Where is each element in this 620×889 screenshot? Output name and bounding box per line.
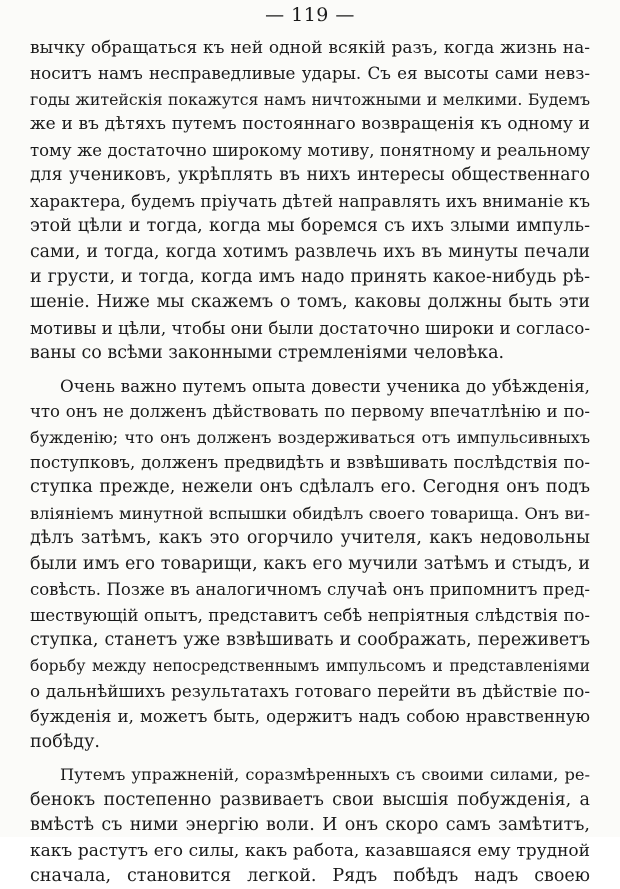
paragraph-spacer [30, 367, 590, 374]
paragraph-3 [30, 762, 590, 889]
text-line: совѣсть. Позже въ аналогичномъ случаѣ онъ припомнитъ пред- [30, 580, 590, 600]
text-line: о дальнѣйшихъ результатахъ готоваго перейти въ дѣйствіе по- [30, 680, 590, 701]
text-line: Путемъ упражненій, соразмѣренныхъ съ своими силами, ре- [60, 765, 590, 785]
text-line: бенокъ постепенно развиваетъ свои высшія побужденія, а [30, 789, 590, 810]
text-line: были имъ его товарищи, какъ его мучили затѣмъ и стыдъ, и [30, 553, 590, 574]
text-line: носитъ намъ несправедливые удары. Съ ея высоты сами невз- [30, 63, 590, 84]
text-line: что онъ не долженъ дѣйствовать по первому впечатлѣнію и по- [30, 402, 590, 422]
text-line: для учениковъ, укрѣплять въ нихъ интересы общественнаго [30, 165, 590, 186]
text-line: и грусти, и тогда, когда имъ надо принять какое-нибудь рѣ- [30, 266, 590, 287]
text-line: сами, и тогда, когда хотимъ развлечь ихъ въ минуты печали [30, 241, 590, 262]
text-line: характера, будемъ пріучать дѣтей направлять ихъ вниманіе къ [30, 190, 590, 211]
text-line: бужденія и, можетъ быть, одержитъ надъ собою нравственную [30, 707, 590, 727]
text-line: сначала, становится легкой. Рядъ побѣдъ надъ своею [30, 866, 590, 886]
text-line: ступка, станетъ уже взвѣшивать и соображать, переживетъ [30, 630, 590, 651]
text-line: же и въ дѣтяхъ путемъ постояннаго возвращенія къ одному и [30, 114, 590, 135]
text-line: поступковъ, долженъ предвидѣть и взвѣшивать послѣдствія по- [30, 453, 590, 472]
text-line: ваны со всѣми законными стремленіями человѣка. [30, 343, 505, 364]
text-line: побѣду. [30, 731, 100, 752]
text-line: бужденію; что онъ долженъ воздерживаться отъ импульсивныхъ [30, 427, 590, 447]
text-line: Очень важно путемъ опыта довести ученика до убѣжденія, [60, 375, 590, 396]
text-line: вліяніемъ минутной вспышки обидѣлъ своего товарища. Онъ ви- [30, 503, 590, 523]
text-line: дѣлъ затѣмъ, какъ это огорчило учителя, какъ недовольны [30, 528, 590, 549]
text-line: борьбу между непосредственнымъ импульсомъ и представленіями [30, 656, 590, 675]
text-line: этой цѣли и тогда, когда мы боремся съ ихъ злыми импуль- [30, 216, 590, 237]
text-line: мотивы и цѣли, чтобы они были достаточно широки и согласо- [30, 317, 590, 338]
text-line: какъ растутъ его силы, какъ работа, казавшаяся ему трудной [30, 840, 590, 861]
text-line: тому же достаточно широкому мотиву, понятному и реальному [30, 140, 590, 160]
paragraph-1 [30, 36, 590, 367]
paragraph-spacer [30, 755, 590, 762]
body-text [30, 36, 590, 889]
text-line: вычку обращаться къ ней одной всякій разъ, когда жизнь на- [30, 38, 590, 58]
paragraph-2 [30, 374, 590, 756]
text-line: шествующій опытъ, представитъ себѣ непріятныя слѣдствія по- [30, 605, 590, 625]
text-line: ступка прежде, нежели онъ сдѣлалъ его. Сегодня онъ подъ [30, 477, 590, 498]
text-line: вмѣстѣ съ ними энергію воли. И онъ скоро самъ замѣтитъ, [30, 815, 590, 836]
page-number: — 119 — [265, 4, 355, 26]
text-line: шеніе. Ниже мы скажемъ о томъ, каковы должны быть эти [30, 292, 590, 313]
text-line: годы житейскія покажутся намъ ничтожными и мелкими. Будемъ [30, 89, 590, 109]
